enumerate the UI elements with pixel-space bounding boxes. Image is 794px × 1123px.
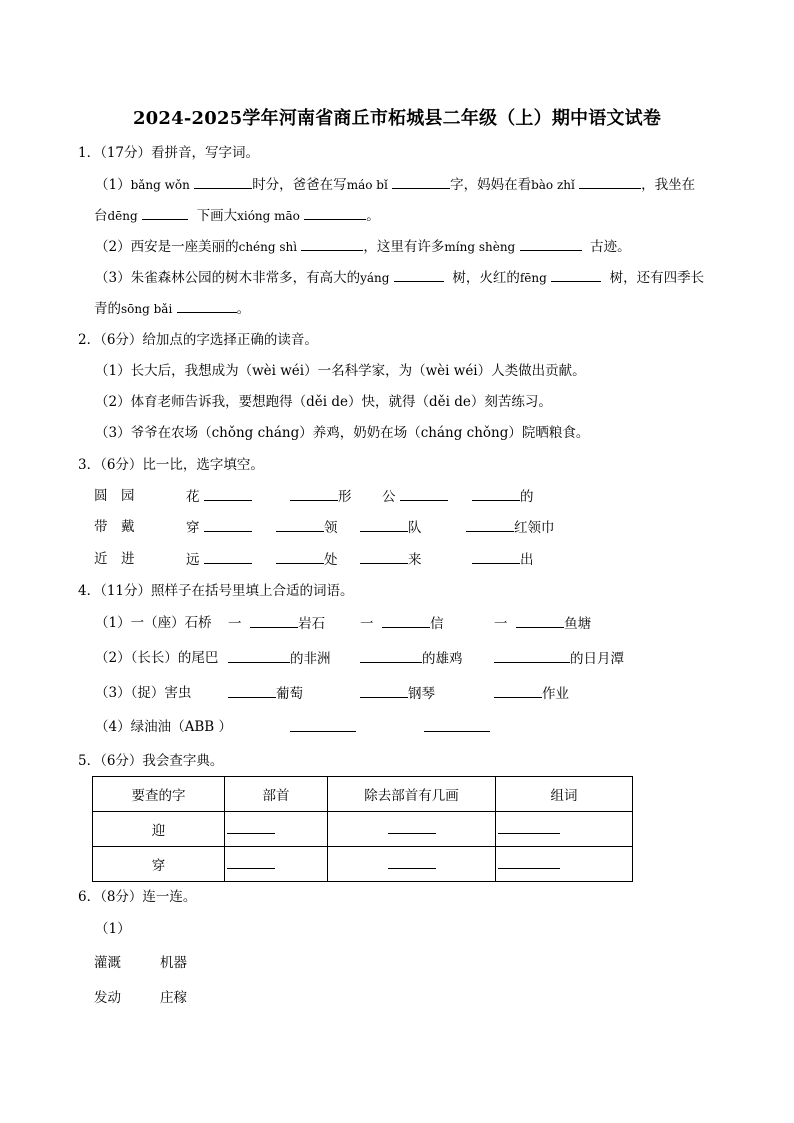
- match-left-item[interactable]: 灌溉: [94, 955, 121, 971]
- question-2-line-3: （3）爷爷在农场（chǒng cháng）养鸡，奶奶在场（cháng chǒng）院晒粮食。: [95, 425, 590, 441]
- answer-blank[interactable]: [276, 518, 324, 532]
- question-2-line-1: （1）长大后，我想成为（wèi wéi）一名科学家，为（wèi wéi）人类做出贡献。: [95, 363, 586, 379]
- answer-blank[interactable]: [290, 718, 356, 732]
- answer-blank[interactable]: [142, 206, 188, 220]
- answer-blank[interactable]: [250, 614, 298, 628]
- question-5-heading: 5．（6分）我会查字典。: [78, 753, 224, 769]
- question-6-sub: （1）: [95, 921, 131, 937]
- answer-blank[interactable]: [394, 268, 444, 282]
- answer-blank[interactable]: [494, 649, 570, 663]
- answer-blank[interactable]: [360, 550, 408, 564]
- answer-blank[interactable]: [276, 550, 324, 564]
- q3-pair: 带 戴: [94, 519, 135, 535]
- answer-blank[interactable]: [228, 684, 276, 698]
- answer-blank[interactable]: [388, 820, 436, 834]
- dictionary-table: [92, 776, 633, 882]
- answer-blank[interactable]: [204, 550, 252, 564]
- question-6-heading: 6．（8分）连一连。: [78, 889, 197, 905]
- answer-blank[interactable]: [177, 299, 237, 313]
- match-left-item[interactable]: 发动: [94, 990, 121, 1006]
- answer-blank[interactable]: [400, 487, 448, 501]
- answer-blank[interactable]: [392, 175, 450, 189]
- answer-blank[interactable]: [494, 684, 542, 698]
- page-title: 2024-2025学年河南省商丘市柘城县二年级（上）期中语文试卷: [132, 108, 662, 129]
- answer-blank[interactable]: [301, 237, 363, 251]
- question-2-heading: 2．（6分）给加点的字选择正确的读音。: [78, 332, 318, 348]
- question-1-line-4: （3）朱雀森林公园的树木非常多，有高大的yáng 树，火红的fēng 树，还有四季长: [95, 270, 705, 286]
- table-row: 穿: [93, 847, 633, 882]
- question-1-heading: 1．（17分）看拼音，写字词。: [78, 145, 260, 161]
- answer-blank[interactable]: [290, 487, 338, 501]
- answer-blank[interactable]: [194, 175, 252, 189]
- q3-pair: 近 进: [94, 551, 135, 567]
- answer-blank[interactable]: [204, 487, 252, 501]
- answer-blank[interactable]: [551, 268, 601, 282]
- match-right-item[interactable]: 庄稼: [160, 990, 187, 1006]
- answer-blank[interactable]: [472, 487, 520, 501]
- answer-blank[interactable]: [360, 518, 408, 532]
- question-1-line-3: （2）西安是一座美丽的chéng shì ，这里有许多míng shèng 古迹。: [95, 239, 631, 255]
- q3-pair: 圆 园: [94, 488, 135, 504]
- answer-blank[interactable]: [579, 175, 641, 189]
- answer-blank[interactable]: [382, 614, 430, 628]
- match-right-item[interactable]: 机器: [160, 955, 187, 971]
- question-1-line-5: 青的sōng bǎi 。: [94, 301, 251, 317]
- table-row: 迎: [93, 812, 633, 847]
- question-1-line-2: 台dēng 下画大xióng māo 。: [94, 208, 380, 224]
- answer-blank[interactable]: [520, 237, 582, 251]
- answer-blank[interactable]: [360, 684, 408, 698]
- question-2-line-2: （2）体育老师告诉我，要想跑得（děi de）快，就得（děi de）刻苦练习。: [95, 394, 552, 410]
- answer-blank[interactable]: [498, 820, 560, 834]
- answer-blank[interactable]: [472, 550, 520, 564]
- answer-blank[interactable]: [227, 855, 275, 869]
- answer-blank[interactable]: [304, 206, 366, 220]
- answer-blank[interactable]: [227, 820, 275, 834]
- question-3-heading: 3．（6分）比一比，选字填空。: [78, 457, 264, 473]
- answer-blank[interactable]: [466, 518, 514, 532]
- question-4-heading: 4．（11分）照样子在括号里填上合适的词语。: [78, 583, 354, 599]
- answer-blank[interactable]: [204, 518, 252, 532]
- answer-blank[interactable]: [498, 855, 560, 869]
- answer-blank[interactable]: [424, 718, 490, 732]
- answer-blank[interactable]: [360, 649, 422, 663]
- question-1-line-1: （1）bǎng wǒn 时分，爸爸在写máo bǐ 字，妈妈在看bào zhǐ ，我坐在: [95, 177, 696, 193]
- answer-blank[interactable]: [516, 614, 564, 628]
- table-header-row: 要查的字 部首 除去部首有几画 组词: [93, 777, 633, 812]
- answer-blank[interactable]: [388, 855, 436, 869]
- answer-blank[interactable]: [228, 649, 290, 663]
